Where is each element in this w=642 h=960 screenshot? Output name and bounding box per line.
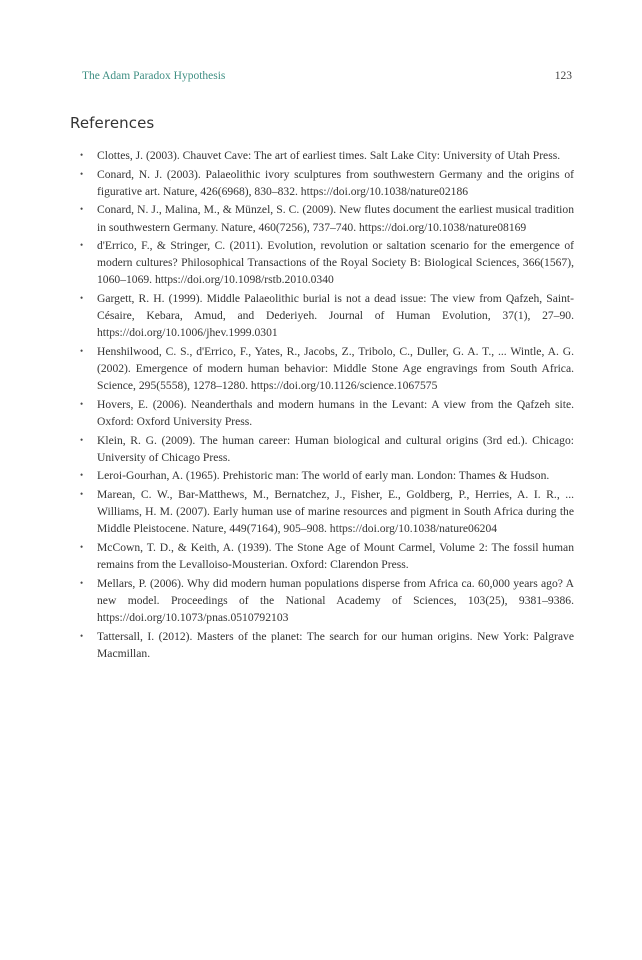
bullet-icon: • <box>80 630 84 641</box>
bullet-icon: • <box>80 293 84 304</box>
reference-text: d'Errico, F., & Stringer, C. (2011). Evolution, revolution or saltation scenario for the emergence of modern cultures? Philosophical Transactions of the Royal Society B: Biological Sciences, 366(1567), 1060–1069. https://doi.org/10.1098/rstb.2010.0340 <box>97 239 574 287</box>
reference-item <box>78 486 574 537</box>
bullet-icon: • <box>80 489 84 500</box>
reference-text: Clottes, J. (2003). Chauvet Cave: The art of earliest times. Salt Lake City: University of Utah Press. <box>97 149 561 162</box>
reference-text: Gargett, R. H. (1999). Middle Palaeolithic burial is not a dead issue: The view from Qafzeh, Saint-Césaire, Kebara, Amud, and Dederiyeh. Journal of Human Evolution, 37(1), 27–90. https://doi.org/10.1006/jhev.1999.0301 <box>97 292 574 340</box>
reference-text: Tattersall, I. (2012). Masters of the planet: The search for our human origins. New York: Palgrave Macmillan. <box>97 629 574 660</box>
reference-text: Mellars, P. (2006). Why did modern human populations disperse from Africa ca. 60,000 years ago? A new model. Proceedings of the National Academy of Sciences, 103(25), 9381–9386. https://doi.org/10.1073/pnas.0510792103 <box>97 576 574 624</box>
bullet-icon: • <box>80 398 84 409</box>
reference-item <box>78 628 574 662</box>
reference-text: Marean, C. W., Bar-Matthews, M., Bernatchez, J., Fisher, E., Goldberg, P., Herries, A. I. R., ... Williams, H. M. (2007). Early human use of marine resources and pigment in South Africa during the Middle Pleistocene. Nature, 449(7164), 905–908. https://doi.org/10.1038/nature06204 <box>97 488 574 536</box>
bullet-icon: • <box>80 577 84 588</box>
reference-item <box>78 575 574 626</box>
bullet-icon: • <box>80 168 84 179</box>
reference-item <box>78 201 574 235</box>
reference-text: McCown, T. D., & Keith, A. (1939). The Stone Age of Mount Carmel, Volume 2: The fossil human remains from the Levalloiso-Mousterian. Oxford: Clarendon Press. <box>97 541 574 572</box>
section-heading: References <box>70 114 155 132</box>
page-number: 123 <box>554 70 572 82</box>
reference-text: Hovers, E. (2006). Neanderthals and modern humans in the Levant: A view from the Qafzeh site. Oxford: Oxford University Press. <box>97 397 574 428</box>
reference-item <box>78 147 574 164</box>
reference-item <box>78 467 574 484</box>
bullet-icon: • <box>80 150 84 160</box>
reference-item <box>78 432 574 466</box>
reference-list <box>78 147 574 663</box>
reference-text: Conard, N. J. (2003). Palaeolithic ivory sculptures from southwestern Germany and the origins of figurative art. Nature, 426(6968), 830–832. https://doi.org/10.1038/nature02186 <box>97 167 574 198</box>
reference-item <box>78 237 574 288</box>
bullet-icon: • <box>80 204 84 215</box>
reference-item <box>78 166 574 200</box>
bullet-icon: • <box>80 240 84 251</box>
reference-text: Conard, N. J., Malina, M., & Münzel, S. C. (2009). New flutes document the earliest musical tradition in southwestern Germany. Nature, 460(7256), 737–740. https://doi.org/10.1038/nature08169 <box>97 203 574 234</box>
bullet-icon: • <box>80 434 84 445</box>
running-header <box>82 70 572 86</box>
reference-text: Klein, R. G. (2009). The human career: Human biological and cultural origins (3rd ed.). Chicago: University of Chicago Press. <box>97 433 574 464</box>
reference-text: Leroi-Gourhan, A. (1965). Prehistoric man: The world of early man. London: Thames & Hudson. <box>97 469 550 483</box>
reference-item <box>78 396 574 430</box>
reference-text: Henshilwood, C. S., d'Errico, F., Yates, R., Jacobs, Z., Tribolo, C., Duller, G. A. T., ... Wintle, A. G. (2002). Emergence of modern human behavior: Middle Stone Age engravings from South Africa. Science, 295(5558), 1278–1280. https://doi.org/10.1126/science.1067575 <box>97 345 574 393</box>
running-title: The Adam Paradox Hypothesis <box>82 70 226 82</box>
bullet-icon: • <box>80 542 84 552</box>
reference-item <box>78 539 574 573</box>
reference-item <box>78 290 574 341</box>
bullet-icon: • <box>80 470 84 481</box>
bullet-icon: • <box>80 346 84 356</box>
reference-item <box>78 343 574 394</box>
